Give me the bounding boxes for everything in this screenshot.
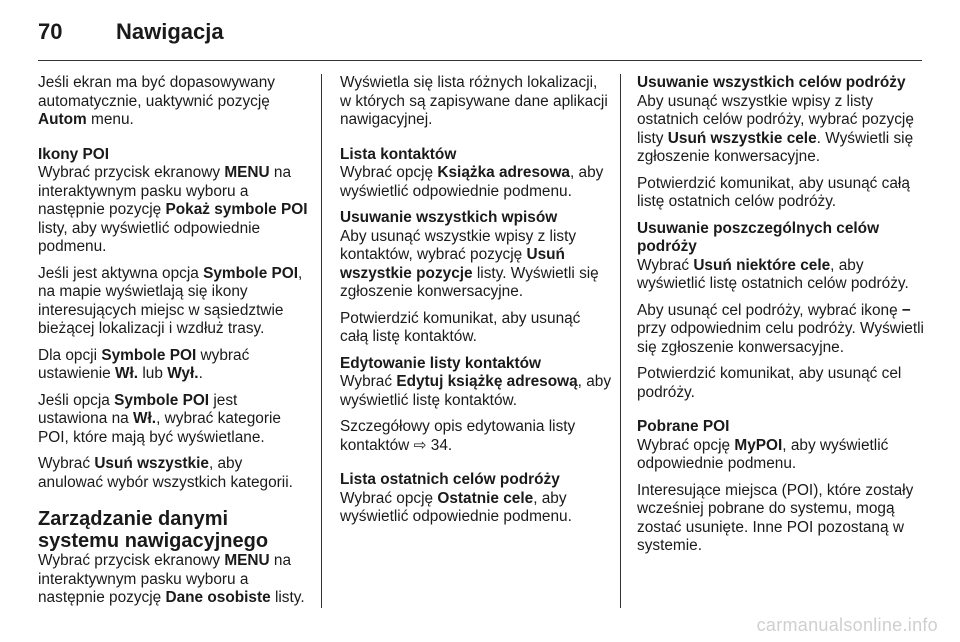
paragraph: Jeśli ekran ma być dopasowywany automatycznie, uaktywnić pozycję Autom menu. [38,74,275,128]
page-number: 70 [38,19,63,44]
paragraph: Aby usunąć wszystkie wpisy z listy kontaktów, wybrać pozycję Usuń wszystkie pozycje listy. Wyświetli się zgłoszenie konwersacyjne. [340,227,599,300]
heading-pobrane-poi: Pobrane POI [637,418,730,435]
paragraph: Wybrać Usuń niektóre cele, aby wyświetlić listę ostatnich celów podróży. [637,256,909,292]
paragraph: Wybrać opcję Ostatnie cele, aby wyświetlić odpowiednie podmenu. [340,489,572,525]
chapter-title: Nawigacja [116,19,224,44]
paragraph: Potwierdzić komunikat, aby usunąć całą listę ostatnich celów podróży. [637,174,910,210]
page-header [38,12,224,52]
column-3 [637,74,927,564]
column-divider-2 [620,74,621,608]
paragraph: Wybrać przycisk ekranowy MENU na interaktywnym pasku wyboru a następnie pozycję Dane osobiste listy. [38,552,305,606]
paragraph: Aby usunąć wszystkie wpisy z listy ostatnich celów podróży, wybrać pozycję listy Usuń wszystkie cele. Wyświetli się zgłoszenie konwersacyjne. [637,92,914,165]
paragraph: Wybrać Usuń wszystkie, aby anulować wybór wszystkich kategorii. [38,455,293,491]
paragraph: Jeśli jest aktywna opcja Symbole POI, na mapie wyświetlają się ikony interesujących miejsc w sąsiedztwie bieżącej lokalizacji i wzdłuż trasy. [38,264,303,337]
minus-icon: − [901,301,911,319]
heading-ikony-poi: Ikony POI [38,145,109,163]
paragraph: Wyświetla się lista różnych lokalizacji, w których są zapisywane dane aplikacji nawigacyjnej. [340,74,608,128]
column-divider-1 [321,74,322,608]
heading-poszczegolne-cele: Usuwanie poszczególnych celów podróży [637,219,880,255]
paragraph: Szczegółowy opis edytowania listy kontaktów ⇨ 34. [340,418,576,454]
heading-ostatnie-cele: Lista ostatnich celów podróży [340,471,560,488]
paragraph: Potwierdzić komunikat, aby usunąć cel podróży. [637,365,902,401]
paragraph: Potwierdzić komunikat, aby usunąć całą listę kontaktów. [340,309,581,345]
paragraph: Wybrać Edytuj książkę adresową, aby wyświetlić listę kontaktów. [340,373,612,409]
header-rule [38,60,922,61]
heading-zarzadzanie: Zarządzanie danymi systemu nawigacyjnego [38,508,269,552]
column-1 [38,74,310,616]
heading-usuwanie-wpisow: Usuwanie wszystkich wpisów [340,209,558,226]
paragraph: Aby usunąć cel podróży, wybrać ikonę − przy odpowiednim celu podróży. Wyświetli się zgłoszenie konwersacyjne. [637,301,924,356]
paragraph: Dla opcji Symbole POI wybrać ustawienie Wł. lub Wył.. [38,346,250,382]
heading-usuwanie-celow: Usuwanie wszystkich celów podróży [637,74,906,91]
watermark: carmanualsonline.info [756,615,938,635]
page-ref-arrow-icon: ⇨ [413,436,427,454]
heading-edytowanie: Edytowanie listy kontaktów [340,354,541,372]
paragraph: Wybrać opcję Książka adresowa, aby wyświetlić odpowiednie podmenu. [340,164,604,200]
paragraph: Wybrać przycisk ekranowy MENU na interaktywnym pasku wyboru a następnie pozycję Pokaż symbole POI listy, aby wyświetlić odpowiednie podmenu. [38,164,308,255]
column-2 [340,74,612,535]
paragraph: Interesujące miejsca (POI), które zostały wcześniej pobrane do systemu, mogą zostać usunięte. Inne POI pozostaną w systemie. [637,481,914,554]
paragraph: Jeśli opcja Symbole POI jest ustawiona na Wł., wybrać kategorie POI, które mają być wyświetlane. [38,391,281,446]
heading-lista-kontaktow: Lista kontaktów [340,145,457,163]
paragraph: Wybrać opcję MyPOI, aby wyświetlić odpowiednie podmenu. [637,436,889,472]
